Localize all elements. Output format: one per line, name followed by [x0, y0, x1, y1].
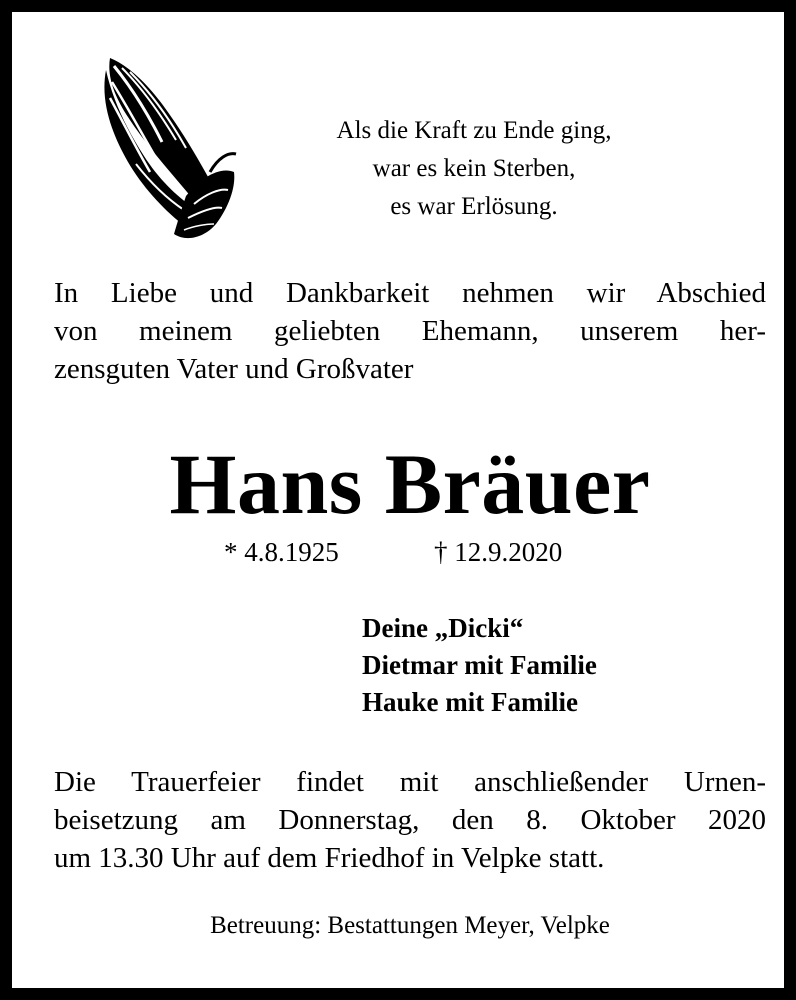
poem-line: es war Erlösung.: [390, 193, 558, 220]
mourner-item: Hauke mit Familie: [362, 687, 578, 717]
birth-date: * 4.8.1925: [224, 537, 339, 567]
service-line: um 13.30 Uhr auf dem Friedhof in Velpke statt.: [54, 842, 605, 874]
poem-line: Als die Kraft zu Ende ging,: [336, 117, 612, 144]
farewell-line: zensguten Vater und Großvater: [54, 353, 414, 385]
mourners-list: [362, 610, 597, 721]
farewell-paragraph: [54, 274, 766, 388]
farewell-line: von meinem geliebten Ehemann, unserem her-: [54, 315, 766, 347]
death-date: † 12.9.2020: [434, 537, 563, 567]
mourner-item: Dietmar mit Familie: [362, 650, 597, 680]
service-line: beisetzung am Donnerstag, den 8. Oktober 2020: [54, 804, 766, 836]
service-line: Die Trauerfeier findet mit anschließender Urnen-: [54, 766, 766, 798]
deceased-name: Hans Bräuer: [169, 436, 651, 532]
undertaker-credit: Betreuung: Bestattungen Meyer, Velpke: [210, 912, 610, 939]
mourner-item: Deine „Dicki“: [362, 613, 524, 643]
memorial-poem: [274, 112, 674, 226]
poem-line: war es kein Sterben,: [372, 155, 576, 182]
praying-hands-icon: [90, 48, 238, 244]
farewell-line: In Liebe und Dankbarkeit nehmen wir Abschied: [54, 277, 766, 309]
service-paragraph: [54, 763, 766, 877]
